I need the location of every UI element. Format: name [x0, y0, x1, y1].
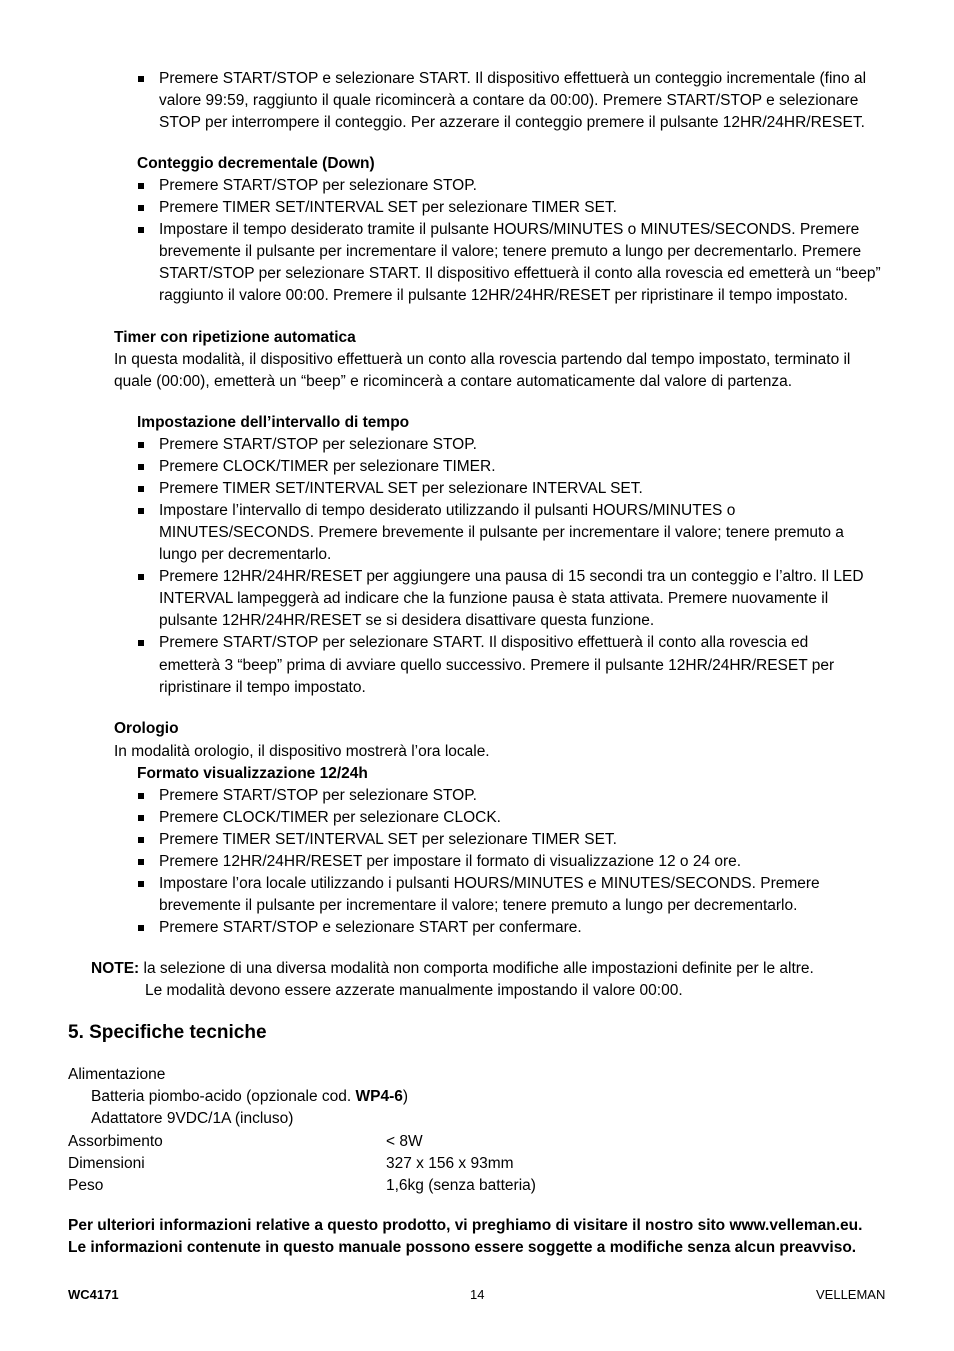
list-item-continuation: INTERVAL lampeggerà ad indicare che la funzione pausa è stata attivata. Premere nuovamente il	[159, 590, 829, 607]
note	[91, 958, 814, 980]
list-item: Premere 12HR/24HR/RESET per impostare il formato di visualizzazione 12 o 24 ore.	[159, 851, 741, 873]
list-item: Premere CLOCK/TIMER per selezionare CLOCK.	[159, 807, 501, 829]
closing-text: Per ulteriori informazioni relative a questo prodotto, vi preghiamo di visitare il nostro sito www.velleman.eu.	[68, 1217, 863, 1234]
list-item-continuation: valore 99:59, raggiunto il quale ricomincerà a contare da 00:00). Premere START/STOP e selezionare	[159, 92, 859, 109]
list-item-continuation: STOP per interrompere il conteggio. Per azzerare il conteggio premere il pulsante 12HR/24HR/RESET.	[159, 114, 865, 131]
list-item-continuation: ripristinare il tempo impostato.	[159, 679, 366, 696]
timer-heading: Timer con ripetizione automatica	[114, 329, 356, 346]
specs-power-label: Alimentazione	[68, 1066, 166, 1083]
note-text: Le modalità devono essere azzerate manualmente impostando il valore 00:00.	[145, 982, 683, 999]
list-item: Premere START/STOP per selezionare START. Il dispositivo effettuerà il conto alla rovescia ed	[159, 632, 808, 654]
list-item-continuation: raggiunto il valore 00:00. Premere il pulsante 12HR/24HR/RESET per ripristinare il tempo impostato.	[159, 287, 848, 304]
interval-heading: Impostazione dell’intervallo di tempo	[137, 414, 410, 431]
footer-brand: VELLEMAN	[816, 1287, 886, 1302]
list-item: Premere TIMER SET/INTERVAL SET per selezionare TIMER SET.	[159, 197, 617, 219]
list-item: Premere TIMER SET/INTERVAL SET per selezionare INTERVAL SET.	[159, 478, 643, 500]
list-item-continuation: brevemente il pulsante per incrementare il valore; tenere premuto a lungo per decrementarlo.	[159, 897, 798, 914]
list-item-continuation: pulsante 12HR/24HR/RESET se si desidera disattivare questa funzione.	[159, 612, 655, 629]
note-label: NOTE:	[91, 960, 140, 977]
footer-model: WC4171	[68, 1287, 119, 1302]
spec-value: < 8W	[386, 1133, 423, 1150]
spec-value: 1,6kg (senza batteria)	[386, 1177, 536, 1194]
note-text: la selezione di una diversa modalità non comporta modifiche alle impostazioni definite per le altre.	[139, 960, 814, 977]
list-item: Premere 12HR/24HR/RESET per aggiungere una pausa di 15 secondi tra un conteggio e l’altro. Il LED	[159, 566, 864, 588]
clock-heading: Orologio	[114, 720, 179, 737]
list-item: Premere START/STOP per selezionare STOP.	[159, 434, 477, 456]
list-item: Premere START/STOP e selezionare START per confermare.	[159, 917, 582, 939]
list-item: Premere CLOCK/TIMER per selezionare TIMER.	[159, 456, 496, 478]
list-item-continuation: emetterà 3 “beep” prima di avviare quello successivo. Premere il pulsante 12HR/24HR/RESET per	[159, 657, 835, 674]
specs-battery	[91, 1086, 408, 1108]
list-item: Impostare l’intervallo di tempo desiderato utilizzando il pulsanti HOURS/MINUTES o	[159, 500, 735, 522]
format-heading: Formato visualizzazione 12/24h	[137, 765, 368, 782]
spec-label: Dimensioni	[68, 1155, 145, 1172]
list-item-continuation: MINUTES/SECONDS. Premere brevemente il pulsante per incrementare il valore; tenere premuto a	[159, 524, 844, 541]
list-item-continuation: lungo per decrementarlo.	[159, 546, 332, 563]
specs-battery-suffix: )	[402, 1088, 409, 1105]
spec-value: 327 x 156 x 93mm	[386, 1155, 514, 1172]
specs-battery-text: Batteria piombo-acido (opzionale cod.	[91, 1088, 356, 1105]
specs-adapter: Adattatore 9VDC/1A (incluso)	[91, 1110, 294, 1127]
down-heading: Conteggio decrementale (Down)	[137, 155, 375, 172]
list-item: Impostare l’ora locale utilizzando i pulsanti HOURS/MINUTES e MINUTES/SECONDS. Premere	[159, 873, 820, 895]
specs-battery-code: WP4-6	[355, 1088, 403, 1105]
closing-text: Le informazioni contenute in questo manuale possono essere soggette a modifiche senza alcun preavviso.	[68, 1239, 857, 1256]
clock-text: In modalità orologio, il dispositivo mostrerà l’ora locale.	[114, 743, 490, 760]
list-item: Premere START/STOP e selezionare START. Il dispositivo effettuerà un conteggio incrementale (fino al	[159, 68, 866, 90]
list-item: Premere TIMER SET/INTERVAL SET per selezionare TIMER SET.	[159, 829, 617, 851]
list-item: Premere START/STOP per selezionare STOP.	[159, 785, 477, 807]
spec-label: Peso	[68, 1177, 104, 1194]
timer-text: In questa modalità, il dispositivo effettuerà un conto alla rovescia partendo dal tempo impostato, terminato il	[114, 351, 851, 368]
footer-page-number: 14	[470, 1287, 485, 1302]
timer-text: quale (00:00), emetterà un “beep” e ricomincerà a contare automaticamente dal valore di partenza.	[114, 373, 793, 390]
list-item-continuation: START/STOP per selezionare START. Il dispositivo effettuerà il conto alla rovescia ed emetterà un “beep”	[159, 265, 881, 282]
list-item: Premere START/STOP per selezionare STOP.	[159, 175, 477, 197]
specs-heading: 5. Specifiche tecniche	[68, 1022, 267, 1043]
spec-label: Assorbimento	[68, 1133, 163, 1150]
list-item-continuation: brevemente il pulsante per incrementare il valore; tenere premuto a lungo per decrementarlo. Premere	[159, 243, 862, 260]
list-item: Impostare il tempo desiderato tramite il pulsante HOURS/MINUTES o MINUTES/SECONDS. Premere	[159, 219, 859, 241]
